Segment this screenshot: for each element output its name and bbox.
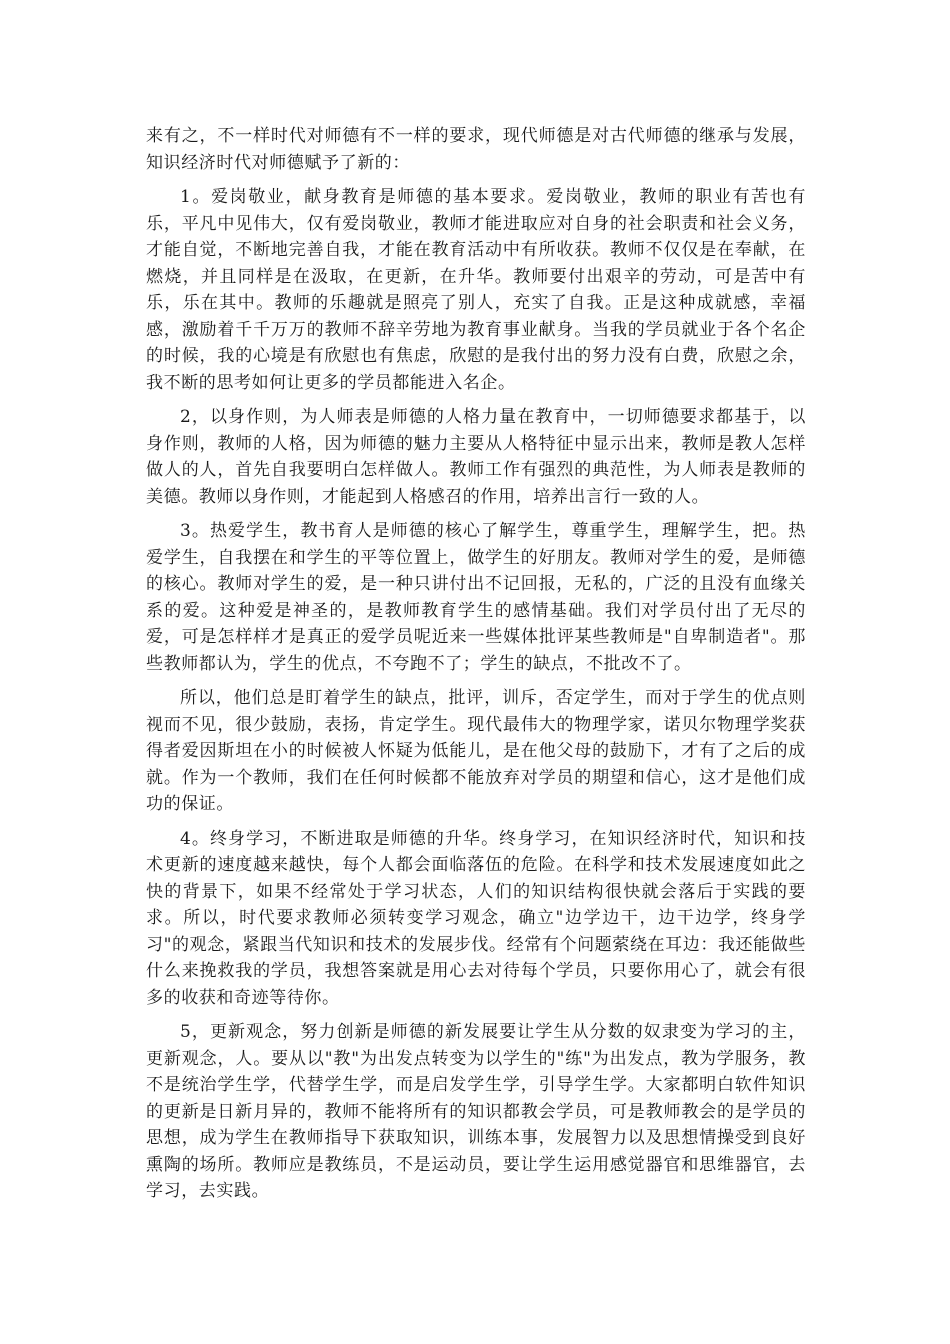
paragraph-point-5: 5，更新观念，努力创新是师德的新发展要让学生从分数的奴隶变为学习的主，更新观念，人。要从以"教"为出发点转变为以学生的"练"为出发点，教为学服务，教不是统治学生学，代替学生学，而是启发学生学，引导学生学。大家都明白软件知识的更新是日新月异的，教师不能将所有的知识都教会学员，可是教师教会的是学员的思想，成为学生在教师指导下获取知识，训练本事，发展智力以及思想情操受到良好熏陶的场所。教师应是教练员，不是运动员，要让学生运用感觉器官和思维器官，去学习，去实践。 (146, 1022, 806, 1201)
paragraph-intro: 来有之，不一样时代对师德有不一样的要求，现代师德是对古代师德的继承与发展，知识经济时代对师德赋予了新的： (146, 126, 806, 173)
paragraph-point-3: 3。热爱学生，教书育人是师德的核心了解学生，尊重学生，理解学生，把。热爱学生，自我摆在和学生的平等位置上，做学生的好朋友。教师对学生的爱，是师德的核心。教师对学生的爱，是一种只讲付出不记回报，无私的，广泛的且没有血缘关系的爱。这种爱是神圣的，是教师教育学生的感情基础。我们对学员付出了无尽的爱，可是怎样样才是真正的爱学员呢近来一些媒体批评某些教师是"自卑制造者"。那些教师都认为，学生的优点，不夸跑不了；学生的缺点，不批改不了。 (146, 521, 806, 674)
paragraph-point-1: 1。爱岗敬业，献身教育是师德的基本要求。爱岗敬业，教师的职业有苦也有乐，平凡中见伟大，仅有爱岗敬业，教师才能进取应对自身的社会职责和社会义务，才能自觉，不断地完善自我，才能在教育活动中有所收获。教师不仅仅是在奉献，在燃烧，并且同样是在汲取，在更新，在升华。教师要付出艰辛的劳动，可是苦中有乐，乐在其中。教师的乐趣就是照亮了别人，充实了自我。正是这种成就感，幸福感，激励着千千万万的教师不辞辛劳地为教育事业献身。当我的学员就业于各个名企的时候，我的心境是有欣慰也有焦虑，欣慰的是我付出的努力没有白费，欣慰之余，我不断的思考如何让更多的学员都能进入名企。 (146, 187, 806, 393)
paragraph-point-3-continued: 所以，他们总是盯着学生的缺点，批评，训斥，否定学生，而对于学生的优点则视而不见，很少鼓励，表扬，肯定学生。现代最伟大的物理学家，诺贝尔物理学奖获得者爱因斯坦在小的时候被人怀疑为低能儿，是在他父母的鼓励下，才有了之后的成就。作为一个教师，我们在任何时候都不能放弃对学员的期望和信心，这才是他们成功的保证。 (146, 688, 806, 814)
document-body (146, 123, 806, 1213)
paragraph-point-2: 2，以身作则，为人师表是师德的人格力量在教育中，一切师德要求都基于，以身作则，教师的人格，因为师德的魅力主要从人格特征中显示出来，教师是教人怎样做人的人，首先自我要明白怎样做人。教师工作有强烈的典范性，为人师表是教师的美德。教师以身作则，才能起到人格感召的作用，培养出言行一致的人。 (146, 407, 806, 507)
paragraph-point-4: 4。终身学习，不断进取是师德的升华。终身学习，在知识经济时代，知识和技术更新的速度越来越快，每个人都会面临落伍的危险。在科学和技术发展速度如此之快的背景下，如果不经常处于学习状态，人们的知识结构很快就会落后于实践的要求。所以，时代要求教师必须转变学习观念，确立"边学边干，边干边学，终身学习"的观念，紧跟当代知识和技术的发展步伐。经常有个问题萦绕在耳边：我还能做些什么来挽救我的学员，我想答案就是用心去对待每个学员，只要你用心了，就会有很多的收获和奇迹等待你。 (146, 828, 806, 1008)
